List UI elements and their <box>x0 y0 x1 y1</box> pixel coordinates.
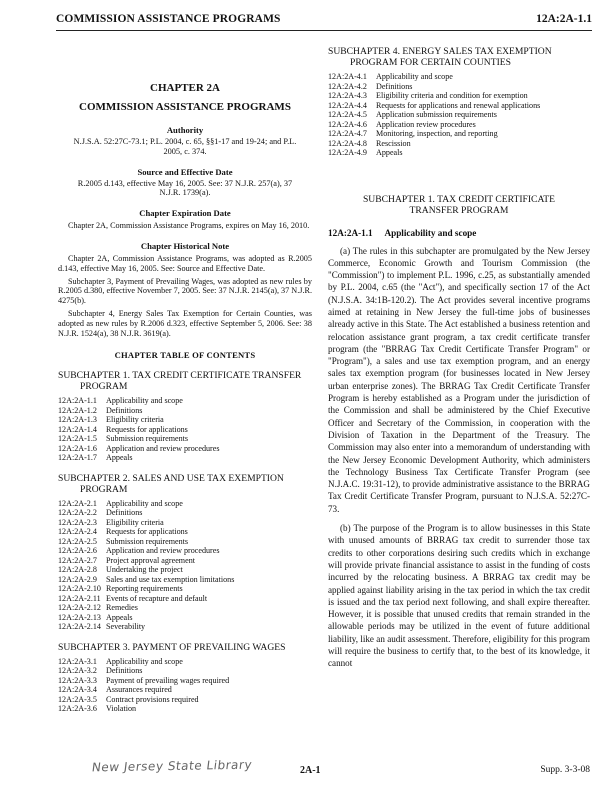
toc-entry-code: 12A:2A-2.2 <box>58 508 97 518</box>
toc-entry-title: Reporting requirements <box>106 584 183 594</box>
toc-entry <box>58 685 312 695</box>
toc-heading: CHAPTER TABLE OF CONTENTS <box>114 350 256 361</box>
toc-entry <box>58 444 312 454</box>
toc-entry <box>58 434 312 444</box>
toc-subchapter-4-title: SUBCHAPTER 4. ENERGY SALES TAX EXEMPTION PROGRAM FOR CERTAIN COUNTIES <box>328 46 552 68</box>
toc-entry <box>58 603 312 613</box>
toc-entry-code: 12A:2A-2.9 <box>58 574 97 584</box>
toc-entry <box>328 148 590 158</box>
toc-entry-code: 12A:2A-3.1 <box>58 656 97 666</box>
toc-subchapter-1-list <box>58 396 312 463</box>
toc-entry-code: 12A:2A-1.6 <box>58 443 97 453</box>
toc-entry-title: Definitions <box>376 81 413 91</box>
toc-entry <box>58 518 312 528</box>
toc-entry-title: Definitions <box>106 508 143 518</box>
toc-entry-title: Definitions <box>106 405 143 415</box>
toc-entry <box>58 676 312 686</box>
toc-entry-code: 12A:2A-2.5 <box>58 536 97 546</box>
toc-entry-code: 12A:2A-4.3 <box>328 91 367 100</box>
toc-entry-code: 12A:2A-2.14 <box>58 622 101 632</box>
toc-entry <box>58 453 312 463</box>
toc-entry-title: Sales and use tax exemption limitations <box>106 574 235 584</box>
toc-entry-title: Appeals <box>106 612 133 622</box>
toc-entry-title: Events of recapture and default <box>106 593 208 603</box>
toc-entry-code: 12A:2A-2.13 <box>58 612 101 622</box>
toc-entry-code: 12A:2A-1.3 <box>58 415 97 425</box>
toc-entry <box>58 406 312 416</box>
source-text: R.2005 d.143, effective May 16, 2005. See: 37 N.J.R. 257(a), 37 N.J.R. 1739(a). <box>77 178 293 198</box>
toc-entry-code: 12A:2A-3.3 <box>58 675 97 685</box>
toc-entry-code: 12A:2A-2.6 <box>58 546 97 556</box>
toc-entry <box>58 575 312 585</box>
toc-entry-code: 12A:2A-1.4 <box>58 424 97 434</box>
historical-note-heading: Chapter Historical Note <box>140 240 230 251</box>
toc-entry-title: Appeals <box>106 453 133 463</box>
toc-entry-code: 12A:2A-1.1 <box>58 396 97 406</box>
toc-entry-code: 12A:2A-4.2 <box>328 81 367 91</box>
toc-entry-title: Application and review procedures <box>106 546 220 556</box>
toc-entry-code: 12A:2A-1.5 <box>58 434 97 444</box>
toc-subchapter-2-title: SUBCHAPTER 2. SALES AND USE TAX EXEMPTION PROGRAM <box>58 472 284 495</box>
toc-entry-title: Monitoring, inspection, and reporting <box>376 129 498 138</box>
toc-entry-code: 12A:2A-1.7 <box>58 453 97 463</box>
toc-entry-code: 12A:2A-2.1 <box>58 498 97 508</box>
chapter-title: COMMISSION ASSISTANCE PROGRAMS <box>79 101 291 113</box>
page-number: 2A-1 <box>300 765 321 776</box>
page-footer <box>0 757 616 791</box>
toc-entry <box>328 72 590 82</box>
toc-entry-code: 12A:2A-4.4 <box>328 100 367 110</box>
toc-entry <box>58 415 312 425</box>
toc-entry <box>58 508 312 518</box>
toc-entry <box>58 666 312 676</box>
toc-entry-title: Definitions <box>106 666 143 676</box>
toc-entry-title: Severability <box>106 622 146 632</box>
right-column <box>328 46 590 670</box>
toc-subchapter-3-title: SUBCHAPTER 3. PAYMENT OF PREVAILING WAGES <box>58 641 286 653</box>
toc-entry-code: 12A:2A-4.6 <box>328 119 367 129</box>
toc-entry-title: Project approval agreement <box>106 555 195 565</box>
toc-entry-code: 12A:2A-2.7 <box>58 555 97 565</box>
library-stamp: New Jersey State Library <box>90 757 253 775</box>
toc-entry-title: Appeals <box>376 148 403 157</box>
subchapter-1-heading: SUBCHAPTER 1. TAX CREDIT CERTIFICATE TRANSFER PROGRAM <box>362 193 556 216</box>
toc-entry <box>58 584 312 594</box>
toc-entry-code: 12A:2A-3.6 <box>58 704 97 714</box>
running-header <box>56 12 592 31</box>
left-column <box>58 46 312 714</box>
toc-entry-code: 12A:2A-2.10 <box>58 584 101 594</box>
toc-entry-title: Remedies <box>106 603 138 613</box>
toc-entry-title: Requests for applications <box>106 424 188 434</box>
toc-subchapter-4-list <box>328 72 590 158</box>
toc-entry <box>58 396 312 406</box>
authority-text: N.J.S.A. 52:27C-73.1; P.L. 2004, c. 65, §§1-17 and 19-24; and P.L. 2005, c. 374. <box>73 137 297 156</box>
toc-entry-title: Applicability and scope <box>106 498 183 508</box>
toc-entry-code: 12A:2A-4.8 <box>328 138 367 148</box>
toc-entry-title: Submission requirements <box>106 434 189 444</box>
historical-note-p2: Subchapter 3, Payment of Prevailing Wages, was adopted as new rules by R.2005 d.380, effective November 7, 2005. See: 37 N.J.R. 2145(a), 37 N.J.R. 4275(b). <box>58 276 312 306</box>
toc-entry-code: 12A:2A-4.1 <box>328 72 367 81</box>
toc-subchapter-3-list <box>58 657 312 714</box>
toc-entry-title: Eligibility criteria <box>106 517 164 527</box>
toc-entry <box>58 527 312 537</box>
toc-entry <box>58 565 312 575</box>
expiration-text: Chapter 2A, Commission Assistance Programs, expires on May 16, 2010. <box>68 221 310 231</box>
toc-entry-title: Submission requirements <box>106 536 189 546</box>
toc-entry-code: 12A:2A-2.8 <box>58 565 97 575</box>
toc-entry-title: Requests for applications and renewal applications <box>376 100 541 110</box>
paragraph-a: (a) The rules in this subchapter are promulgated by the New Jersey Commerce, Economic Growth and Tourism Commission (the "Commission") to implement P.L. 1996, c.25, as substantially amended by P.L. 2004, c.65 (the "Act"), and specifically section 17 of the Act (N.J.S.A. 34:1B-120.2). The Act provides several incentive programs aimed at retaining in New Jersey the full-time jobs of businesses already active in this State. The Act established a business retention and relocation assistance grant program, a tax credit certificate transfer program (the "BRRAG Tax Credit Certificate Transfer Program" or "Program"), a sales and use tax exemption program, and an energy sales tax exemption program (for businesses located in New Jersey urban enterprise zones). The BRRAG Tax Credit Certificate Transfer Program is hereby established as a Program under the jurisdiction of the Commission and shall be administered by the Chief Executive Officer and Secretary of the Commission, in cooperation with the Division of Taxation in the Department of the Treasury. The Commission may also enter into a memorandum of understanding with the New Jersey Economic Development Authority, which administers the Technology Business Tax Certificate Transfer Program (see N.J.A.C. 19:31-12), to provide administrative assistance to the BRRAG Tax Credit Certificate Transfer Program, pursuant to N.J.S.A. 52:27C-73. <box>328 245 590 514</box>
toc-entry <box>58 425 312 435</box>
toc-entry-title: Application and review procedures <box>106 443 220 453</box>
toc-entry <box>58 556 312 566</box>
section-heading <box>328 228 590 238</box>
toc-entry-title: Rescission <box>376 138 411 148</box>
paragraph-b: (b) The purpose of the Program is to allow businesses in this State with unused amounts of BRRAG tax credit to surrender those tax credits to other corporations desiring such credits which in exchange will provide private financial assistance to assist in the funding of costs incurred by the relocating business. A BRRAG tax credit may be applied against liability arising in the tax period in which the tax credit is issued and the tax period next following, and shall expire thereafter. However, it is possible that unused credits that remain stranded in the allowable periods may be utilized in the event of future additional liability, like an audit assessment. Therefore, eligibility for this program will require the business to certify that, to the best of its knowledge, it cannot <box>328 523 590 669</box>
toc-entry-title: Payment of prevailing wages required <box>106 675 230 685</box>
toc-entry-title: Applicability and scope <box>106 396 183 406</box>
toc-entry-title: Application review procedures <box>376 119 476 129</box>
toc-entry-code: 12A:2A-2.3 <box>58 517 97 527</box>
toc-entry-title: Contract provisions required <box>106 694 199 704</box>
toc-entry-code: 12A:2A-3.4 <box>58 685 97 695</box>
toc-entry-title: Applicability and scope <box>376 72 453 81</box>
toc-entry <box>58 499 312 509</box>
toc-entry-code: 12A:2A-2.11 <box>58 593 101 603</box>
toc-entry <box>58 613 312 623</box>
toc-entry <box>328 129 590 139</box>
toc-entry-title: Undertaking the project <box>106 565 183 575</box>
authority-heading: Authority <box>166 125 204 135</box>
toc-entry-code: 12A:2A-1.2 <box>58 405 97 415</box>
header-chapter-title: COMMISSION ASSISTANCE PROGRAMS <box>56 13 281 25</box>
toc-subchapter-1-title: SUBCHAPTER 1. TAX CREDIT CERTIFICATE TRANSFER PROGRAM <box>58 370 302 393</box>
toc-entry <box>58 695 312 705</box>
toc-entry <box>58 657 312 667</box>
section-code: 12A:2A-1.1 <box>328 227 373 238</box>
historical-note-p3: Subchapter 4, Energy Sales Tax Exemption for Certain Counties, was adopted as new rules by R.2006 d.323, effective September 5, 2006. See: 38 N.J.R. 1524(a), 38 N.J.R. 3619(a). <box>58 308 312 338</box>
toc-entry-title: Assurances required <box>106 685 172 695</box>
toc-entry <box>328 110 590 120</box>
toc-entry-code: 12A:2A-3.2 <box>58 666 97 676</box>
toc-entry <box>58 546 312 556</box>
expiration-heading: Chapter Expiration Date <box>139 208 231 219</box>
toc-subchapter-2-list <box>58 499 312 632</box>
toc-entry <box>58 622 312 632</box>
toc-entry <box>58 594 312 604</box>
supplement-date: Supp. 3-3-08 <box>540 765 590 775</box>
section-title: Applicability and scope <box>384 227 477 238</box>
toc-entry <box>328 120 590 130</box>
toc-entry <box>328 82 590 92</box>
toc-entry-code: 12A:2A-2.4 <box>58 527 97 537</box>
toc-entry <box>328 91 590 101</box>
toc-entry-code: 12A:2A-4.5 <box>328 110 367 119</box>
toc-entry <box>328 101 590 111</box>
toc-entry-title: Eligibility criteria and condition for exemption <box>376 91 528 100</box>
toc-entry-title: Eligibility criteria <box>106 415 164 425</box>
toc-entry-code: 12A:2A-4.9 <box>328 148 367 157</box>
toc-entry-code: 12A:2A-2.12 <box>58 603 101 613</box>
header-section-number: 12A:2A-1.1 <box>536 13 592 25</box>
historical-note-p1: Chapter 2A, Commission Assistance Programs, was adopted as R.2005 d.143, effective May 16, 2005. See: Source and Effective Date. <box>58 253 312 273</box>
chapter-number: CHAPTER 2A <box>150 82 220 94</box>
toc-entry <box>58 704 312 714</box>
toc-entry-title: Violation <box>106 704 137 714</box>
toc-entry-title: Application submission requirements <box>376 110 497 119</box>
toc-entry <box>58 537 312 547</box>
toc-entry <box>328 139 590 149</box>
source-heading: Source and Effective Date <box>137 166 233 177</box>
toc-entry-title: Applicability and scope <box>106 656 183 666</box>
toc-entry-code: 12A:2A-3.5 <box>58 694 97 704</box>
toc-entry-code: 12A:2A-4.7 <box>328 129 367 138</box>
toc-entry-title: Requests for applications <box>106 527 188 537</box>
